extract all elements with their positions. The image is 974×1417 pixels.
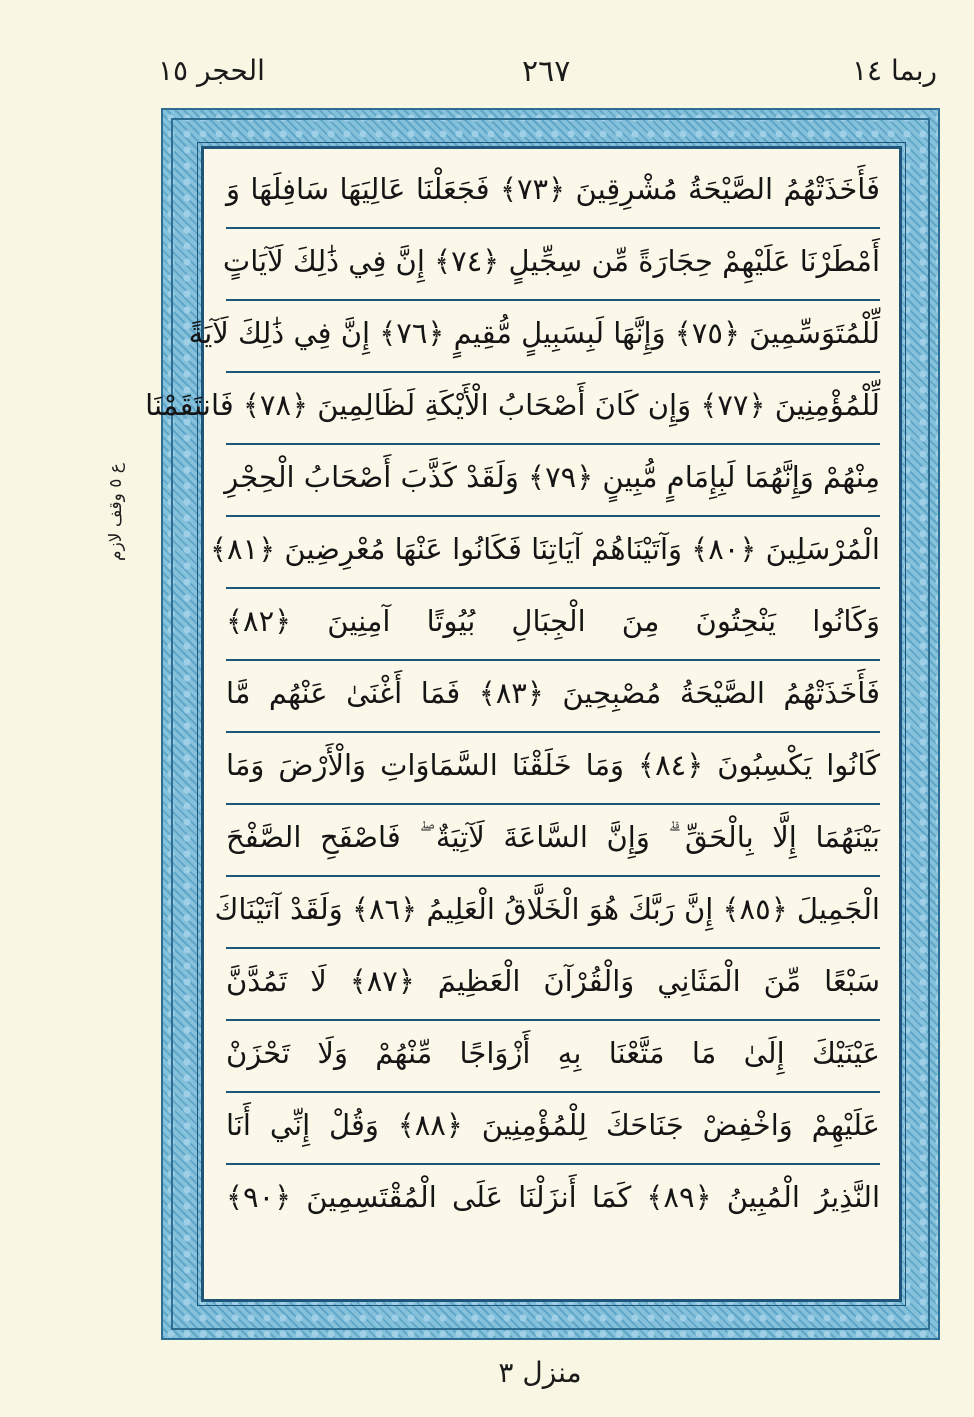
verse-line <box>226 445 880 517</box>
verse-line <box>226 733 880 805</box>
verse-line <box>214 877 880 949</box>
verse-text: أَمْطَرْنَا عَلَيْهِمْ حِجَارَةً مِّن سِجِّيلٍ ﴿٧٤﴾ إِنَّ فِي ذَٰلِكَ لَآيَاتٍ <box>222 244 880 278</box>
verse-text: فَأَخَذَتْهُمُ الصَّيْحَةُ مُشْرِقِينَ ﴿٧٣﴾ فَجَعَلْنَا عَالِيَهَا سَافِلَهَا وَ <box>226 172 880 206</box>
manzil-label: منزل ٣ <box>498 1356 582 1389</box>
juz-label: ربما ١٤ <box>852 54 938 87</box>
verse-text: عَيْنَيْكَ إِلَىٰ مَا مَتَّعْنَا بِهِ أَزْوَاجًا مِّنْهُمْ وَلَا تَحْزَنْ <box>226 1036 880 1070</box>
verse-line <box>188 301 880 373</box>
verse-line <box>226 661 880 733</box>
margin-note-text: ع ٥ وقف لازم <box>106 463 126 561</box>
page-number: ٢٦٧ <box>522 54 571 89</box>
verse-text: الْجَمِيلَ ﴿٨٥﴾ إِنَّ رَبَّكَ هُوَ الْخَلَّاقُ الْعَلِيمُ ﴿٨٦﴾ وَلَقَدْ آتَيْنَاكَ <box>214 892 880 926</box>
verse-text: النَّذِيرُ الْمُبِينُ ﴿٨٩﴾ كَمَا أَنزَلْنَا عَلَى الْمُقْتَسِمِينَ ﴿٩٠﴾ <box>226 1180 881 1214</box>
text-panel <box>145 146 902 1302</box>
verse-text: بَيْنَهُمَا إِلَّا بِالْحَقِّ ۗ وَإِنَّ السَّاعَةَ لَآتِيَةٌ ۖ فَاصْفَحِ الصَّفْحَ <box>226 820 880 854</box>
margin-note <box>96 462 136 562</box>
verse-text: وَكَانُوا يَنْحِتُونَ مِنَ الْجِبَالِ بُيُوتًا آمِنِينَ ﴿٨٢﴾ <box>226 604 880 638</box>
surah-label: الحجر ١٥ <box>158 54 265 87</box>
verse-text: عَلَيْهِمْ وَاخْفِضْ جَنَاحَكَ لِلْمُؤْمِنِينَ ﴿٨٨﴾ وَقُلْ إِنِّي أَنَا <box>226 1108 880 1142</box>
verse-text: مِنْهُمْ وَإِنَّهُمَا لَبِإِمَامٍ مُّبِينٍ ﴿٧٩﴾ وَلَقَدْ كَذَّبَ أَصْحَابُ الْحِجْرِ <box>224 460 880 494</box>
verse-text: الْمُرْسَلِينَ ﴿٨٠﴾ وَآتَيْنَاهُمْ آيَاتِنَا فَكَانُوا عَنْهَا مُعْرِضِينَ ﴿٨١﴾ <box>210 532 880 566</box>
verse-text: لِّلْمُتَوَسِّمِينَ ﴿٧٥﴾ وَإِنَّهَا لَبِسَبِيلٍ مُّقِيمٍ ﴿٧٦﴾ إِنَّ فِي ذَٰلِكَ لَآيَةً <box>188 316 880 350</box>
verse-line <box>226 589 880 661</box>
verse-line <box>226 157 880 229</box>
verse-line <box>226 1165 880 1237</box>
verse-line <box>226 805 880 877</box>
verse-text: فَأَخَذَتْهُمُ الصَّيْحَةُ مُصْبِحِينَ ﴿٨٣﴾ فَمَا أَغْنَىٰ عَنْهُم مَّا <box>226 676 880 710</box>
verse-text: سَبْعًا مِّنَ الْمَثَانِي وَالْقُرْآنَ الْعَظِيمَ ﴿٨٧﴾ لَا تَمُدَّنَّ <box>226 964 880 998</box>
verse-text: كَانُوا يَكْسِبُونَ ﴿٨٤﴾ وَمَا خَلَقْنَا السَّمَاوَاتِ وَالْأَرْضَ وَمَا <box>226 748 881 782</box>
verse-line <box>222 229 880 301</box>
verse-line <box>226 1093 880 1165</box>
verse-line <box>226 949 880 1021</box>
verse-line <box>210 517 880 589</box>
verse-line <box>145 373 880 445</box>
verse-text: لِّلْمُؤْمِنِينَ ﴿٧٧﴾ وَإِن كَانَ أَصْحَابُ الْأَيْكَةِ لَظَالِمِينَ ﴿٧٨﴾ فَانتَقَمْنَا <box>145 388 880 422</box>
verse-line <box>226 1021 880 1093</box>
